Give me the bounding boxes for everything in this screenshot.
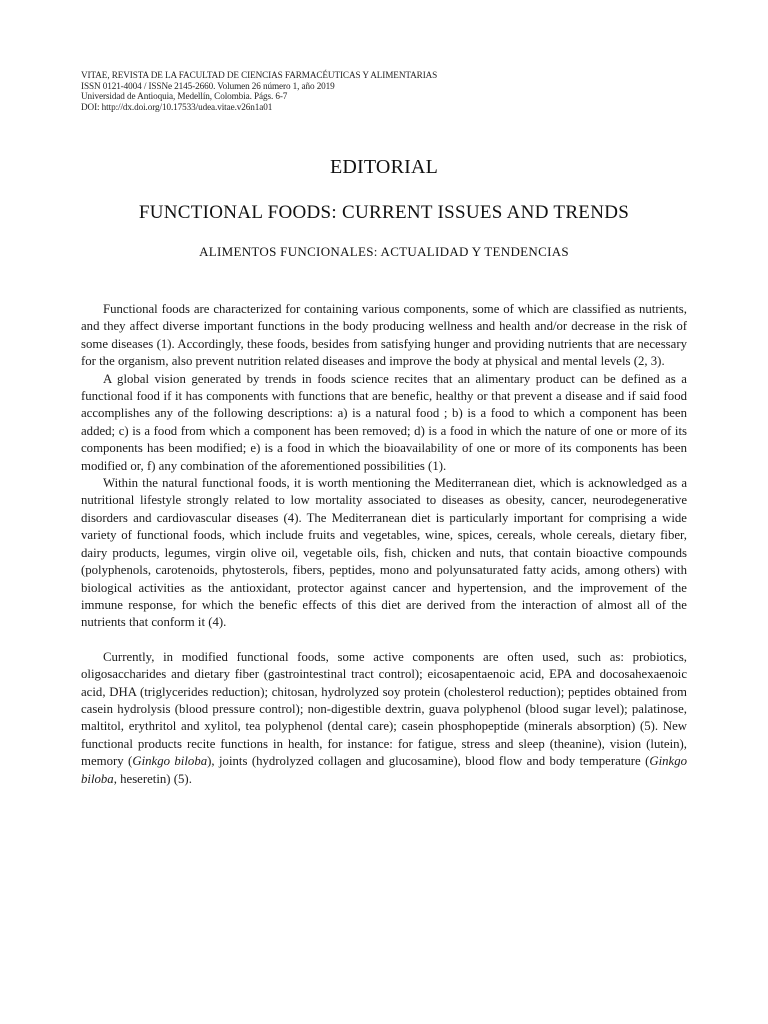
species-name: Ginkgo biloba bbox=[132, 754, 208, 769]
journal-header bbox=[81, 70, 641, 112]
article-subtitle: ALIMENTOS FUNCIONALES: ACTUALIDAD Y TENDENCIAS bbox=[199, 244, 569, 259]
university-line: Universidad de Antioquia, Medellín, Colombia. Págs. 6-7 bbox=[81, 91, 288, 102]
issn-line: ISSN 0121-4004 / ISSNe 2145-2660. Volumen 26 número 1, año 2019 bbox=[81, 80, 335, 91]
doi-line: DOI: http://dx.doi.org/10.17533/udea.vitae.v26n1a01 bbox=[81, 101, 273, 112]
paragraph-4-text-a: Currently, in modified functional foods, some active components are often used, such as: probiotics, oligosaccharides and dietary fiber (gastrointestinal tract control); eicosapentaenoic acid, EPA and docosahexaenoic acid, DHA (triglycerides reduction); chitosan, hydrolyzed soy protein (cholesterol reduction); peptides obtained from casein hydrolysis (blood pressure control); non-digestible dextrin, guava polyphenol (blood sugar level); palatinose, maltitol, erythritol and xylitol, tea polyphenol (dental care); casein phosphopeptide (minerals absorption) (5). New functional products recite functions in health, for instance: for fatigue, stress and sleep (theanine), vision (lutein), memory ( bbox=[81, 649, 687, 769]
species-name: Ginkgo biloba bbox=[81, 754, 688, 786]
journal-name: VITAE, REVISTA DE LA FACULTAD DE CIENCIAS FARMACÉUTICAS Y ALIMENTARIAS bbox=[81, 70, 438, 80]
paragraph-4 bbox=[81, 649, 687, 788]
paragraph-1: Functional foods are characterized for containing various components, some of which are classified as nutrients, and they affect diverse important functions in the body producing wellness and health and/or decrease in the risk of some diseases (1). Accordingly, these foods, besides from satisfying hunger and providing nutrients that are necessary for the organism, also prevent nutrition related diseases and improve the body at physical and mental levels (2, 3). bbox=[81, 302, 687, 369]
section-label: EDITORIAL bbox=[329, 156, 439, 178]
article-title: FUNCTIONAL FOODS: CURRENT ISSUES AND TRENDS bbox=[138, 202, 630, 223]
paragraph-4-text-b: ), joints (hydrolyzed collagen and glucosamine), blood flow and body temperature ( bbox=[207, 754, 650, 769]
article-body bbox=[81, 301, 687, 788]
paragraph-4-text-c: , heseretin) (5). bbox=[113, 771, 192, 786]
paragraph-2: A global vision generated by trends in foods science recites that an alimentary product can be defined as a functional food if it has components with functions that are benefic, healthy or that prevent a disease and if said food accomplishes any of the following descriptions: a) is a natural food ; b) is a food to which a component has been added; c) is a food from which a component has been removed; d) is a food in which the nature of one or more of its components has been modified; e) is a food in which the bioavailability of one or more of its components has been modified or, f) any combination of the aforementioned possibilities (1). bbox=[81, 371, 687, 473]
paragraph-3: Within the natural functional foods, it is worth mentioning the Mediterranean diet, which is acknowledged as a nutritional lifestyle strongly related to low mortality associated to diseases as obesity, cancer, neurodegenerative disorders and cardiovascular diseases (4). The Mediterranean diet is particularly important for comprising a wide variety of functional foods, which include fruits and vegetables, wine, spices, cereals, whole cereals, dietary fiber, dairy products, legumes, virgin olive oil, vegetable oils, fish, chicken and nuts, that contain bioactive compounds (polyphenols, carotenoids, phytosterols, fibers, peptides, mono and polyunsaturated fatty acids, among others) with biological activities as the antioxidant, protector against cancer and hypertension, and the improvement of the immune response, for which the benefic effects of this diet are derived from the interaction of almost all of the nutrients that conform it (4). bbox=[81, 476, 687, 630]
